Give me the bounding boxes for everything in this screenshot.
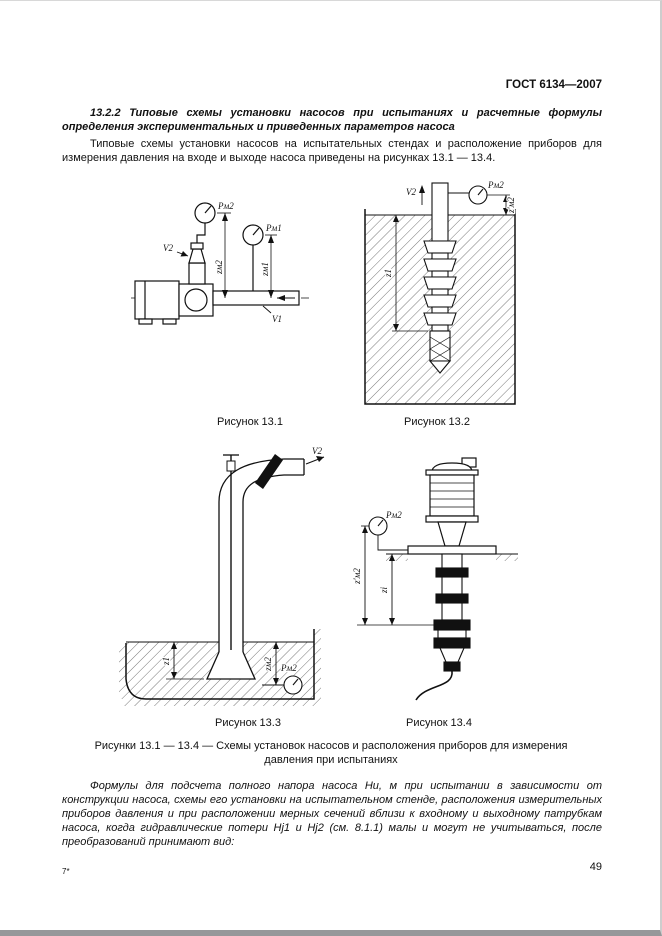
figure-13-3 bbox=[116, 447, 336, 715]
pressure-gauge-icon bbox=[243, 225, 263, 291]
fig3-label-z1: z1 bbox=[161, 656, 171, 666]
fig2-label-zm2: z′м2 bbox=[506, 197, 516, 213]
fig3-label-v2: V2 bbox=[312, 447, 322, 456]
fig1-label-v2: V2 bbox=[163, 243, 173, 253]
pump-column bbox=[434, 554, 470, 671]
fig3-label-zm2: zм2 bbox=[263, 657, 273, 671]
flow-arrow bbox=[419, 185, 425, 205]
figure-13-3-caption: Рисунок 13.3 bbox=[215, 717, 281, 729]
fig1-label-zm2: zм2 bbox=[214, 260, 224, 274]
motor bbox=[408, 458, 496, 554]
wall-hatch bbox=[314, 629, 321, 699]
intro-paragraph: Типовые схемы установки насосов на испытательных стендах и расположение приборов для измерения давления на входе и выходе насоса приведены на рисунках 13.1 — 13.4. bbox=[62, 138, 602, 164]
fig1-label-zm1: zм1 bbox=[260, 262, 270, 276]
fig2-label-z1: z1 bbox=[383, 268, 393, 278]
standard-number: ГОСТ 6134—2007 bbox=[505, 79, 602, 91]
fig1-label-v1: V1 bbox=[272, 314, 282, 324]
fig4-label-zi: zi bbox=[379, 586, 389, 594]
pressure-gauge-icon bbox=[448, 186, 487, 204]
dimension-zm2 bbox=[357, 526, 434, 625]
pressure-gauge-icon bbox=[195, 203, 215, 243]
figure-13-4-caption: Рисунок 13.4 bbox=[406, 717, 472, 729]
figures-group-caption: Рисунки 13.1 — 13.4 — Схемы установок насосов и расположения приборов для измерения давления при испытаниях bbox=[94, 740, 568, 766]
vertical-pump-drawing bbox=[352, 456, 532, 708]
wall-hatch bbox=[119, 643, 126, 699]
figure-13-4 bbox=[352, 456, 532, 708]
motor bbox=[135, 281, 179, 324]
well-pump-drawing bbox=[352, 179, 532, 414]
ground-hatch bbox=[124, 699, 320, 706]
dimension-zi bbox=[388, 554, 408, 625]
cable bbox=[416, 671, 452, 700]
formulas-paragraph: Формулы для подсчета полного напора насоса Ни, м при испытании в зависимости от конструкции насоса, схемы его установки на испытательном стенде, расположения измерительных приборов давления и при расположении мерных сечений вблизи к входному и выходному патрубкам насоса, когда гидравлические потери Нj1 и Нj2 (см. 8.1.1) малы и могут не учитываться, после преобразований принимают вид: bbox=[62, 780, 602, 848]
figure-13-2 bbox=[352, 179, 532, 414]
section-heading: 13.2.2 Типовые схемы установки насосов при испытаниях и расчетные формулы определения экспериментальных и приведенных параметров насоса bbox=[62, 107, 602, 133]
figure-13-2-caption: Рисунок 13.2 bbox=[404, 416, 470, 428]
fig2-label-pm2: Pм2 bbox=[488, 180, 504, 190]
pump-casing bbox=[179, 284, 213, 316]
figure-13-1-caption: Рисунок 13.1 bbox=[217, 416, 283, 428]
fig3-label-pm2: Pм2 bbox=[281, 663, 297, 673]
page-number: 49 bbox=[589, 861, 602, 873]
sump-pump-drawing bbox=[116, 447, 336, 715]
dimension-zm2 bbox=[217, 213, 231, 298]
fig4-label-pm2: Pм2 bbox=[386, 510, 402, 520]
discharge-nozzle bbox=[189, 243, 205, 284]
fig2-label-v2: V2 bbox=[406, 187, 416, 197]
pressure-gauge-icon bbox=[369, 517, 408, 550]
fig1-label-pm1: Pм1 bbox=[266, 223, 282, 233]
footnote-marker: 7* bbox=[62, 867, 70, 876]
figure-13-1 bbox=[125, 189, 345, 407]
fig1-label-pm2: Pм2 bbox=[218, 201, 234, 211]
horizontal-pump-drawing bbox=[125, 189, 345, 407]
flow-arrow bbox=[306, 456, 324, 464]
fig4-label-zm2: z′м2 bbox=[352, 568, 362, 584]
